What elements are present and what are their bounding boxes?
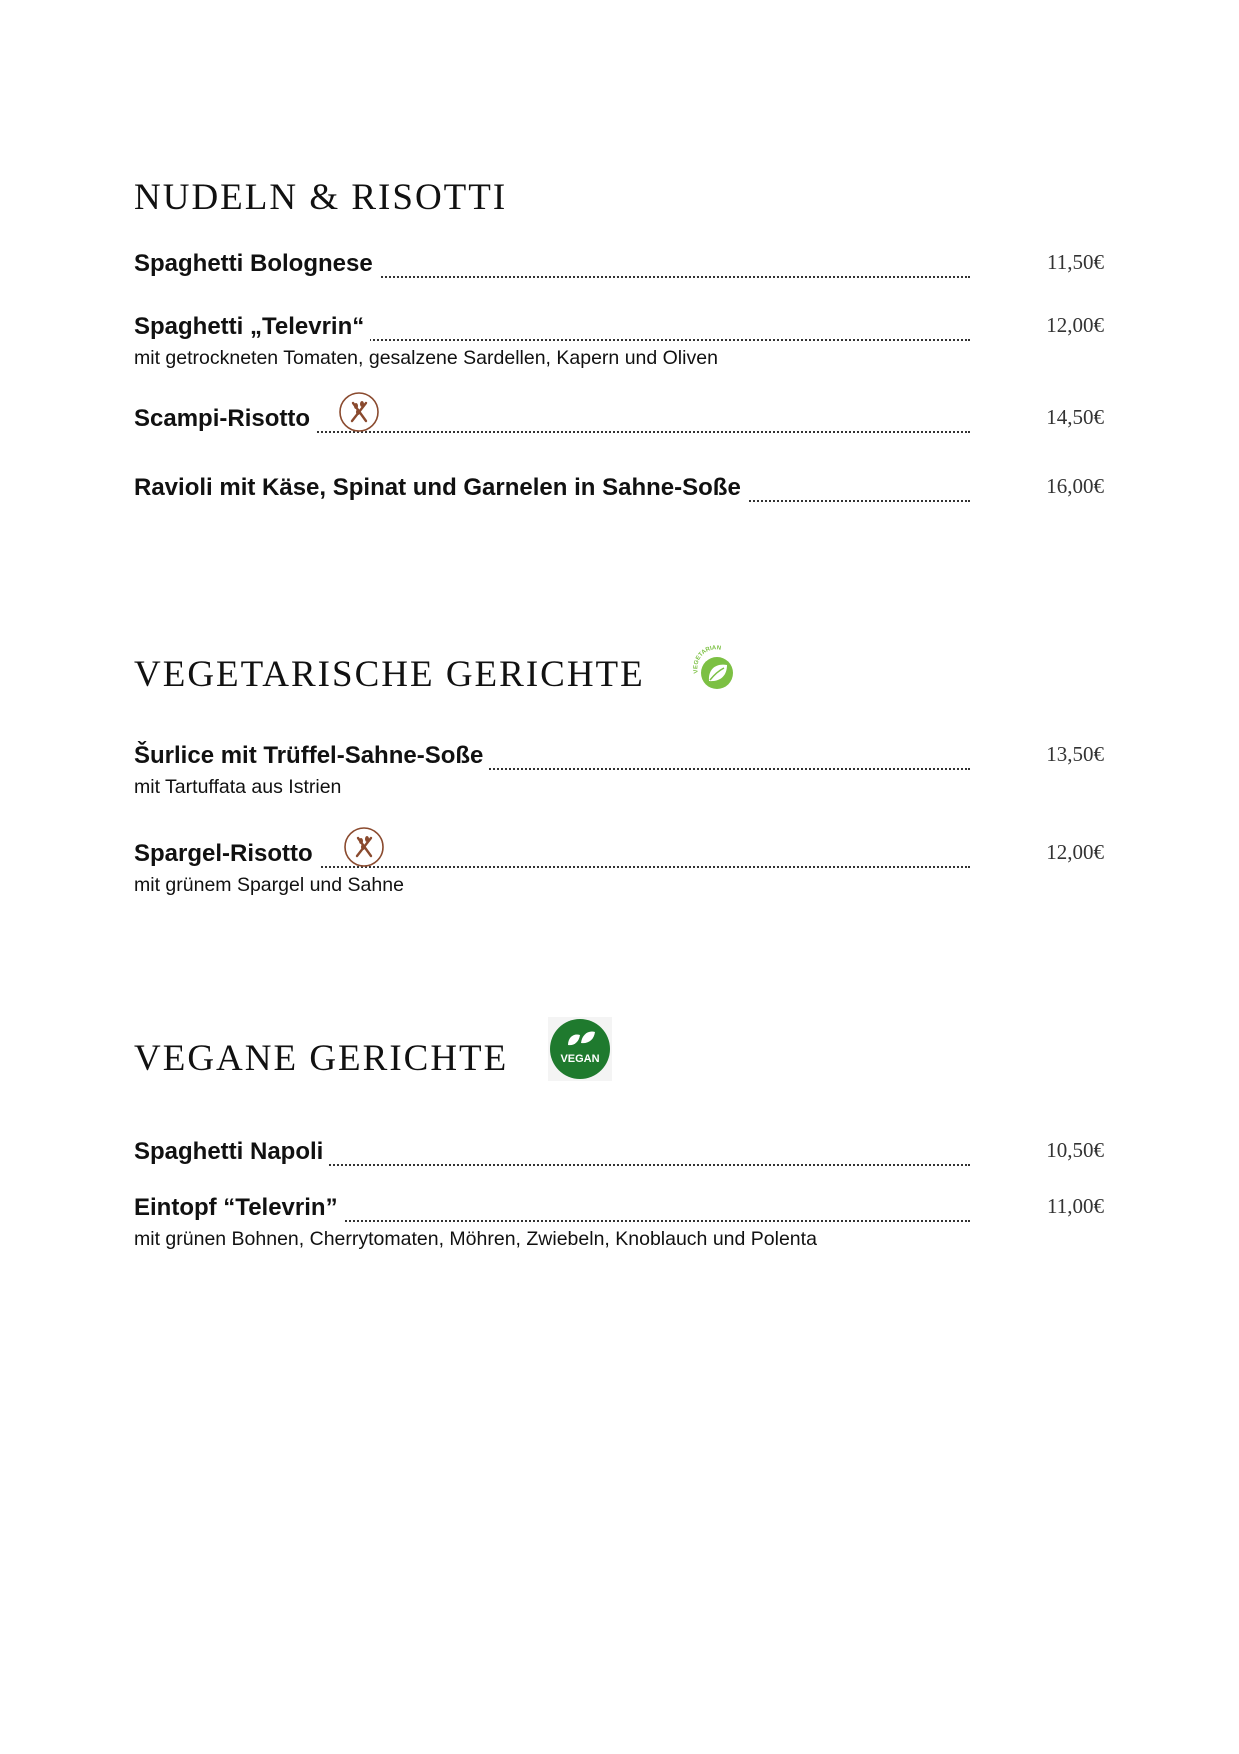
section-title-row: [134, 176, 1104, 236]
dish-price: 13,50€: [1046, 742, 1104, 766]
menu-item: [134, 313, 1104, 370]
section-title: VEGETARISCHE GERICHTE: [134, 654, 645, 695]
dish-name: Scampi-Risotto: [134, 405, 316, 433]
dish-description: mit grünen Bohnen, Cherrytomaten, Möhren, Zwiebeln, Knoblauch und Polenta: [134, 1228, 817, 1250]
gluten-free-icon: [338, 391, 380, 433]
menu-item: [134, 742, 1104, 799]
dish-description: mit grünem Spargel und Sahne: [134, 874, 404, 896]
dish-price: 10,50€: [1046, 1138, 1104, 1162]
dish-name: Spargel-Risotto: [134, 840, 319, 868]
menu-item: [134, 474, 1104, 508]
dish-price: 12,00€: [1046, 840, 1104, 864]
dish-name: Spaghetti Bolognese: [134, 250, 379, 278]
menu-item: [134, 1194, 1104, 1251]
dish-price: 12,00€: [1046, 313, 1104, 337]
menu-item: [134, 1138, 1104, 1172]
svg-text:VEGAN: VEGAN: [560, 1053, 600, 1065]
dish-name: Spaghetti „Televrin“: [134, 313, 370, 341]
menu-item: [134, 250, 1104, 284]
vegan-leaf-icon: [548, 1017, 612, 1081]
section-title: VEGANE GERICHTE: [134, 1038, 509, 1079]
menu-item: [134, 840, 1104, 897]
dish-description: mit getrockneten Tomaten, gesalzene Sardellen, Kapern und Oliven: [134, 347, 718, 369]
vegetarian-leaf-icon: [690, 643, 742, 695]
dish-name: Eintopf “Televrin”: [134, 1194, 344, 1222]
dish-name: Ravioli mit Käse, Spinat und Garnelen in Sahne-Soße: [134, 474, 747, 502]
dish-name: Spaghetti Napoli: [134, 1138, 329, 1166]
section-vegane-gerichte: [134, 1037, 1104, 1250]
dish-price: 11,50€: [1047, 250, 1104, 274]
dish-name: Šurlice mit Trüffel-Sahne-Soße: [134, 742, 489, 770]
section-vegetarische-gerichte: [134, 645, 1104, 896]
dish-price: 16,00€: [1046, 474, 1104, 498]
section-title-row: [134, 645, 1104, 713]
svg-text:VEGETARIAN: VEGETARIAN: [693, 645, 722, 674]
menu-item: [134, 405, 1104, 439]
dish-description: mit Tartuffata aus Istrien: [134, 776, 342, 798]
gluten-free-icon: [343, 826, 385, 868]
dish-price: 14,50€: [1046, 405, 1104, 429]
section-nudeln-risotti: [134, 176, 1104, 501]
dish-price: 11,00€: [1047, 1194, 1104, 1218]
section-title: NUDELN & RISOTTI: [134, 177, 508, 218]
section-title-row: [134, 1037, 1104, 1097]
